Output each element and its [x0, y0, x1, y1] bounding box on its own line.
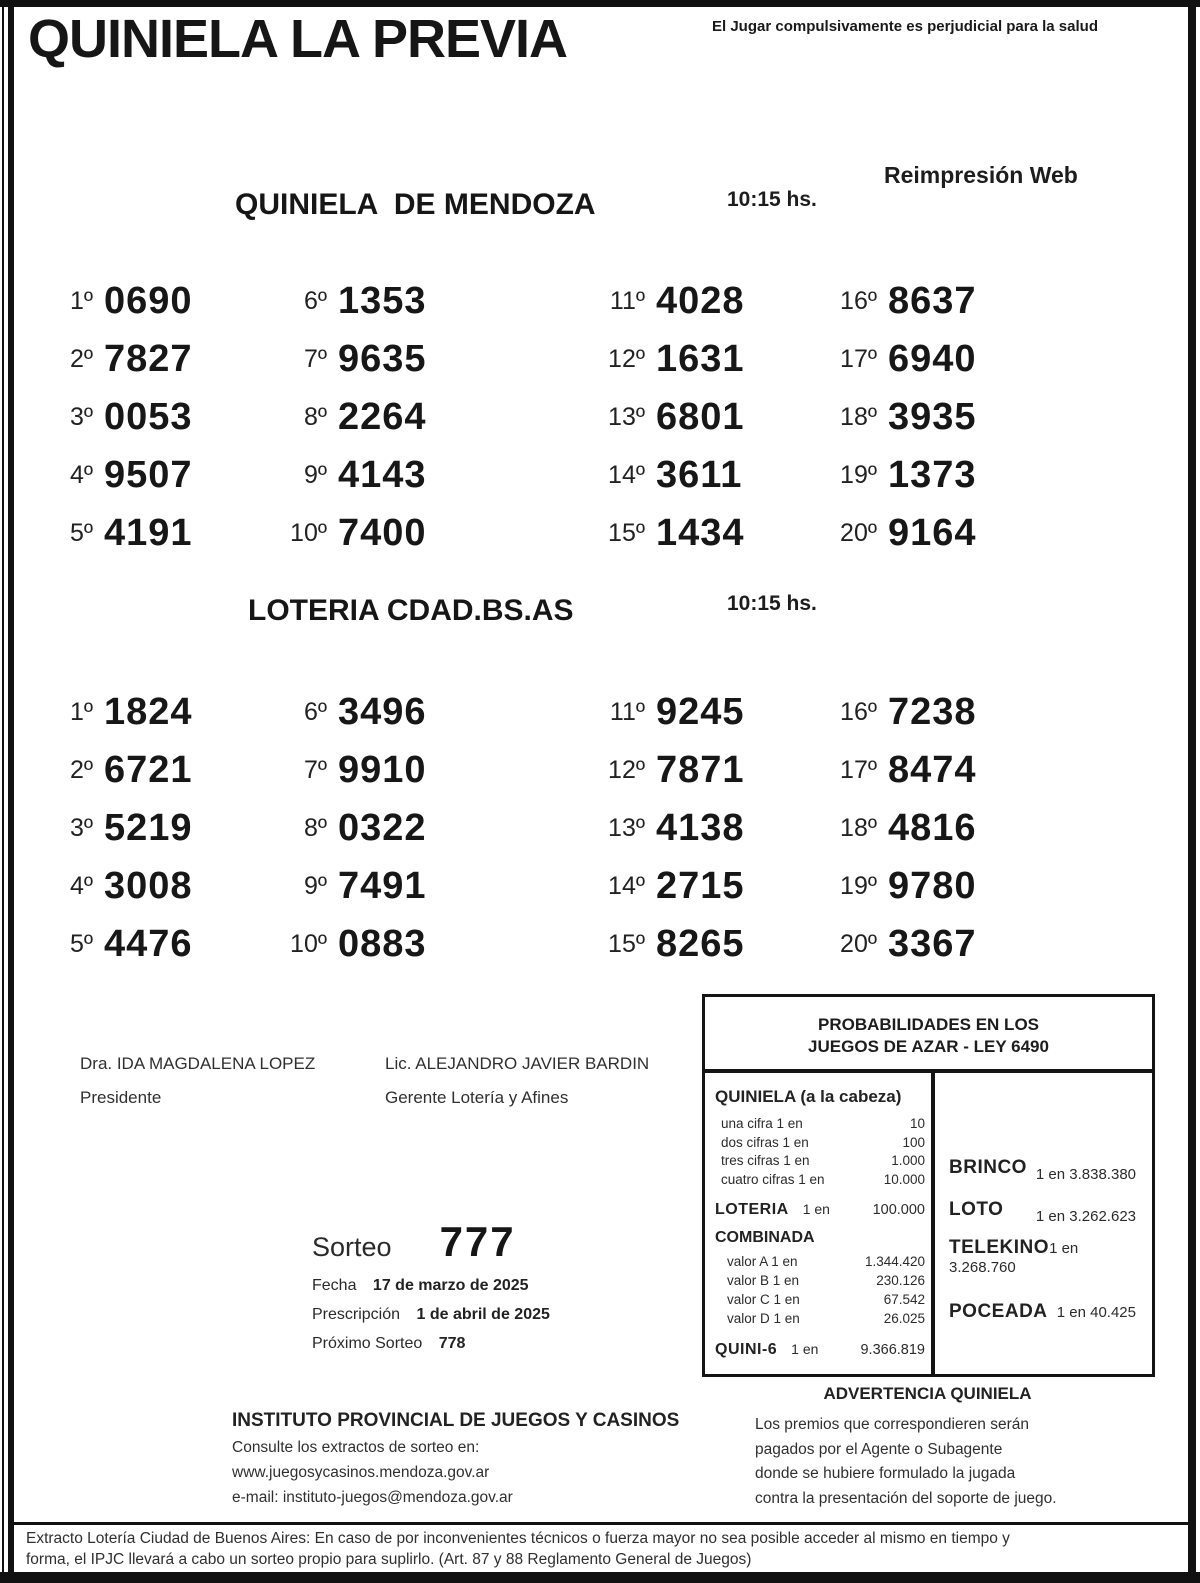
result-rank: 3º	[69, 813, 93, 842]
result-number: 9780	[888, 864, 977, 907]
result-cell	[33, 857, 267, 915]
result-number: 4028	[656, 279, 745, 322]
result-number: 4191	[104, 511, 193, 554]
sorteo-label: Sorteo	[312, 1232, 392, 1262]
sorteo-number: 777	[439, 1218, 516, 1265]
result-cell	[817, 388, 1033, 446]
result-cell	[585, 857, 817, 915]
result-cell	[585, 446, 817, 504]
advertencia-line: donde se hubiere formulado la jugada	[755, 1465, 1016, 1482]
probabilities-box-body	[705, 1073, 1152, 1376]
game-name: BRINCO	[949, 1157, 1027, 1178]
sorteo-header	[312, 1218, 550, 1266]
result-cell	[585, 330, 817, 388]
result-number: 0690	[104, 279, 193, 322]
result-rank: 20º	[840, 929, 877, 958]
result-cell	[585, 504, 817, 562]
probabilities-title-line2: JUEGOS DE AZAR - LEY 6490	[808, 1037, 1049, 1056]
loteria-odds-row	[715, 1201, 925, 1219]
signature-role: Presidente	[80, 1088, 162, 1107]
result-cell	[267, 330, 585, 388]
advertencia-block	[755, 1384, 1100, 1511]
probability-label: valor D 1 en	[727, 1311, 800, 1326]
combinada-rows	[715, 1252, 925, 1328]
quini6-odds-row	[715, 1341, 925, 1359]
result-cell	[33, 741, 267, 799]
result-cell	[585, 388, 817, 446]
advertencia-lines	[755, 1413, 1100, 1511]
draw-title-mendoza: QUINIELA DE MENDOZA	[235, 188, 596, 221]
footer-line1: Extracto Lotería Ciudad de Buenos Aires: En caso de por inconvenientes técnicos o fuerza mayor no sea posible acceder al mismo en tiempo y	[26, 1530, 1010, 1547]
combinada-header: COMBINADA	[715, 1229, 815, 1246]
result-cell	[817, 446, 1033, 504]
result-number: 4138	[656, 806, 745, 849]
result-cell	[33, 388, 267, 446]
probability-value: 10.000	[883, 1171, 925, 1187]
result-number: 6940	[888, 337, 977, 380]
result-rank: 15º	[608, 929, 645, 958]
result-number: 0322	[338, 806, 427, 849]
loteria-mid: 1 en	[802, 1201, 830, 1217]
advertencia-line: pagados por el Agente o Subagente	[755, 1440, 1003, 1458]
result-number: 9507	[104, 453, 193, 496]
result-number: 7827	[104, 337, 193, 380]
result-rank: 1º	[69, 286, 93, 315]
fecha-value: 17 de marzo de 2025	[372, 1277, 529, 1294]
result-cell	[817, 799, 1033, 857]
loteria-label: LOTERIA	[715, 1201, 789, 1218]
probability-label: valor A 1 en	[727, 1254, 798, 1269]
result-cell	[33, 272, 267, 330]
result-number: 7871	[656, 748, 745, 791]
instituto-block	[232, 1410, 679, 1507]
signature-president	[80, 1054, 315, 1108]
game-name: TELEKINO	[949, 1237, 1050, 1258]
result-rank: 4º	[69, 460, 93, 489]
result-rank: 9º	[303, 871, 327, 900]
game-name: LOTO	[949, 1199, 1004, 1220]
result-cell	[33, 799, 267, 857]
game-odds-row	[949, 1157, 1136, 1183]
probability-row	[715, 1271, 925, 1290]
result-rank: 16º	[840, 697, 877, 726]
probability-value: 1.344.420	[864, 1254, 925, 1269]
advertencia-line: Los premios que correspondieren serán	[755, 1416, 1029, 1433]
probability-value: 10	[909, 1116, 925, 1131]
health-warning: El Jugar compulsivamente es perjudicial para la salud	[712, 18, 1098, 35]
result-number: 7400	[338, 511, 427, 554]
result-rank: 2º	[69, 755, 93, 784]
result-number: 5219	[104, 806, 193, 849]
probability-value: 26.025	[883, 1311, 925, 1326]
proximo-sorteo-label: Próximo Sorteo	[312, 1335, 423, 1352]
result-number: 1373	[888, 453, 977, 496]
signature-manager	[385, 1054, 649, 1108]
draw-time-bsas: 10:15 hs.	[727, 592, 817, 615]
result-rank: 12º	[608, 755, 645, 784]
result-rank: 17º	[840, 344, 877, 373]
result-cell	[817, 504, 1033, 562]
result-number: 4476	[104, 922, 193, 965]
quiniela-odds-rows	[715, 1115, 925, 1189]
result-number: 1353	[338, 279, 427, 322]
result-number: 7491	[338, 864, 427, 907]
result-rank: 8º	[303, 813, 327, 842]
result-rank: 14º	[608, 460, 645, 489]
signature-name: Lic. ALEJANDRO JAVIER BARDIN	[385, 1054, 650, 1073]
page-border-top	[0, 0, 1200, 7]
probabilities-title-line1: PROBABILIDADES EN LOS	[817, 1015, 1040, 1034]
result-number: 8637	[888, 279, 977, 322]
result-number: 8474	[888, 748, 977, 791]
result-number: 3611	[656, 453, 743, 496]
result-rank: 18º	[840, 402, 877, 431]
probabilities-left-column	[705, 1073, 935, 1376]
result-rank: 15º	[608, 518, 645, 547]
result-number: 3935	[888, 395, 977, 438]
prescripcion-value: 1 de abril de 2025	[416, 1306, 550, 1323]
result-number: 0883	[338, 922, 427, 965]
result-rank: 9º	[303, 460, 327, 489]
result-rank: 10º	[290, 929, 327, 958]
advertencia-line: contra la presentación del soporte de juego.	[755, 1489, 1057, 1507]
result-rank: 5º	[69, 518, 93, 547]
game-name: POCEADA	[949, 1301, 1048, 1322]
result-cell	[267, 915, 585, 973]
result-rank: 4º	[69, 871, 93, 900]
game-odds-value: 1 en 3.262.623	[1035, 1208, 1136, 1225]
probability-value: 1.000	[891, 1153, 925, 1168]
result-cell	[267, 446, 585, 504]
page-border-left-thin	[2, 0, 4, 1583]
probability-row	[715, 1290, 925, 1309]
probabilities-right-column	[935, 1073, 1152, 1376]
probability-label: cuatro cifras 1 en	[721, 1171, 825, 1187]
probability-row	[715, 1115, 925, 1134]
probabilities-box	[702, 994, 1155, 1377]
result-number: 2715	[656, 864, 745, 907]
result-rank: 18º	[840, 813, 877, 842]
result-number: 3367	[888, 922, 977, 965]
result-number: 8265	[656, 922, 745, 965]
page-border-left	[8, 0, 14, 1583]
draw-info-block	[312, 1218, 550, 1353]
signature-role: Gerente Lotería y Afines	[385, 1088, 569, 1107]
probability-value: 67.542	[883, 1292, 925, 1307]
prescripcion-row	[312, 1306, 550, 1324]
game-odds-value: 1 en 40.425	[1056, 1304, 1136, 1321]
result-rank: 12º	[608, 344, 645, 373]
prescripcion-label: Prescripción	[312, 1306, 401, 1323]
result-number: 3008	[104, 864, 193, 907]
result-cell	[267, 388, 585, 446]
result-number: 1434	[656, 511, 745, 554]
result-rank: 10º	[290, 518, 327, 547]
result-rank: 17º	[840, 755, 877, 784]
result-rank: 6º	[303, 286, 327, 315]
result-rank: 16º	[840, 286, 877, 315]
result-rank: 19º	[840, 460, 877, 489]
probability-label: valor B 1 en	[727, 1273, 800, 1288]
probability-value: 230.126	[876, 1273, 925, 1288]
loteria-value: 100.000	[872, 1202, 925, 1218]
probability-value: 100	[902, 1134, 925, 1150]
footer-line2: forma, el IPJC llevará a cabo un sorteo propio para suplirlo. (Art. 87 y 88 Reglamento General de Juegos)	[26, 1551, 752, 1568]
instituto-name: INSTITUTO PROVINCIAL DE JUEGOS Y CASINOS	[232, 1410, 680, 1431]
fecha-label: Fecha	[312, 1277, 357, 1294]
result-cell	[267, 857, 585, 915]
probability-label: una cifra 1 en	[721, 1116, 803, 1131]
result-rank: 19º	[840, 871, 877, 900]
result-number: 7238	[888, 690, 977, 733]
result-cell	[33, 915, 267, 973]
result-number: 6801	[656, 395, 745, 438]
result-number: 9164	[888, 511, 977, 554]
advertencia-title: ADVERTENCIA QUINIELA	[823, 1384, 1032, 1403]
result-cell	[585, 272, 817, 330]
page-title: QUINIELA LA PREVIA	[28, 9, 568, 69]
page-border-right	[1188, 0, 1196, 1583]
result-number: 9910	[338, 748, 427, 791]
result-cell	[33, 683, 267, 741]
game-odds-value: 1 en 3.838.380	[1035, 1166, 1136, 1183]
result-cell	[817, 741, 1033, 799]
result-cell	[817, 330, 1033, 388]
probability-label: dos cifras 1 en	[721, 1134, 809, 1150]
result-rank: 20º	[840, 518, 877, 547]
proximo-sorteo-value: 778	[438, 1335, 466, 1352]
result-rank: 6º	[303, 697, 327, 726]
result-rank: 1º	[69, 697, 93, 726]
instituto-consult-line: Consulte los extractos de sorteo en:	[232, 1439, 480, 1456]
instituto-website: www.juegosycasinos.mendoza.gov.ar	[232, 1464, 490, 1481]
results-grid-bsas	[33, 683, 1033, 973]
game-odds-row	[949, 1237, 1136, 1277]
result-cell	[267, 504, 585, 562]
page-border-bottom	[0, 1572, 1200, 1583]
result-number: 1631	[656, 337, 745, 380]
result-number: 0053	[104, 395, 193, 438]
draw-time-mendoza: 10:15 hs.	[727, 188, 817, 211]
result-rank: 7º	[303, 344, 327, 373]
result-cell	[267, 799, 585, 857]
game-odds-value: 1 en 3.268.760	[949, 1240, 1079, 1276]
result-number: 3496	[338, 690, 427, 733]
result-cell	[267, 741, 585, 799]
quini6-mid: 1 en	[791, 1341, 819, 1357]
result-cell	[817, 857, 1033, 915]
result-rank: 11º	[609, 286, 645, 315]
probability-row	[715, 1252, 925, 1271]
signature-name: Dra. IDA MAGDALENA LOPEZ	[80, 1054, 316, 1073]
result-rank: 14º	[608, 871, 645, 900]
instituto-email: e-mail: instituto-juegos@mendoza.gov.ar	[232, 1489, 513, 1506]
quiniela-odds-header: QUINIELA (a la cabeza)	[715, 1087, 902, 1106]
game-odds-row	[949, 1199, 1136, 1225]
result-number: 9245	[656, 690, 745, 733]
draw-title-bsas: LOTERIA CDAD.BS.AS	[248, 594, 574, 627]
result-rank: 13º	[608, 813, 645, 842]
probability-row	[715, 1134, 925, 1153]
quini6-value: 9.366.819	[860, 1342, 925, 1358]
result-cell	[817, 683, 1033, 741]
probabilities-box-title	[705, 997, 1152, 1073]
result-rank: 2º	[69, 344, 93, 373]
probability-label: tres cifras 1 en	[721, 1153, 810, 1168]
results-grid-mendoza	[33, 272, 1033, 562]
probability-label: valor C 1 en	[727, 1292, 800, 1307]
result-number: 4143	[338, 453, 427, 496]
result-cell	[585, 799, 817, 857]
result-rank: 8º	[303, 402, 327, 431]
fecha-row	[312, 1277, 550, 1295]
footer-separator-line	[8, 1522, 1196, 1525]
result-number: 1824	[104, 690, 193, 733]
result-cell	[585, 683, 817, 741]
result-number: 9635	[338, 337, 427, 380]
result-cell	[33, 504, 267, 562]
result-cell	[817, 915, 1033, 973]
result-cell	[33, 330, 267, 388]
result-rank: 5º	[69, 929, 93, 958]
result-cell	[267, 272, 585, 330]
reprint-web-label: Reimpresión Web	[884, 162, 1078, 188]
probability-row	[715, 1152, 925, 1171]
result-cell	[585, 741, 817, 799]
probability-row	[715, 1309, 925, 1328]
result-rank: 11º	[609, 697, 645, 726]
result-number: 4816	[888, 806, 977, 849]
result-rank: 3º	[69, 402, 93, 431]
proximo-sorteo-row	[312, 1335, 550, 1353]
result-number: 2264	[338, 395, 427, 438]
game-odds-row	[949, 1301, 1136, 1323]
result-cell	[585, 915, 817, 973]
result-cell	[267, 683, 585, 741]
footer-note	[26, 1528, 1181, 1570]
result-cell	[817, 272, 1033, 330]
result-number: 6721	[104, 748, 193, 791]
quini6-label: QUINI-6	[715, 1341, 778, 1358]
result-rank: 7º	[303, 755, 327, 784]
result-rank: 13º	[608, 402, 645, 431]
probability-row	[715, 1171, 925, 1190]
result-cell	[33, 446, 267, 504]
